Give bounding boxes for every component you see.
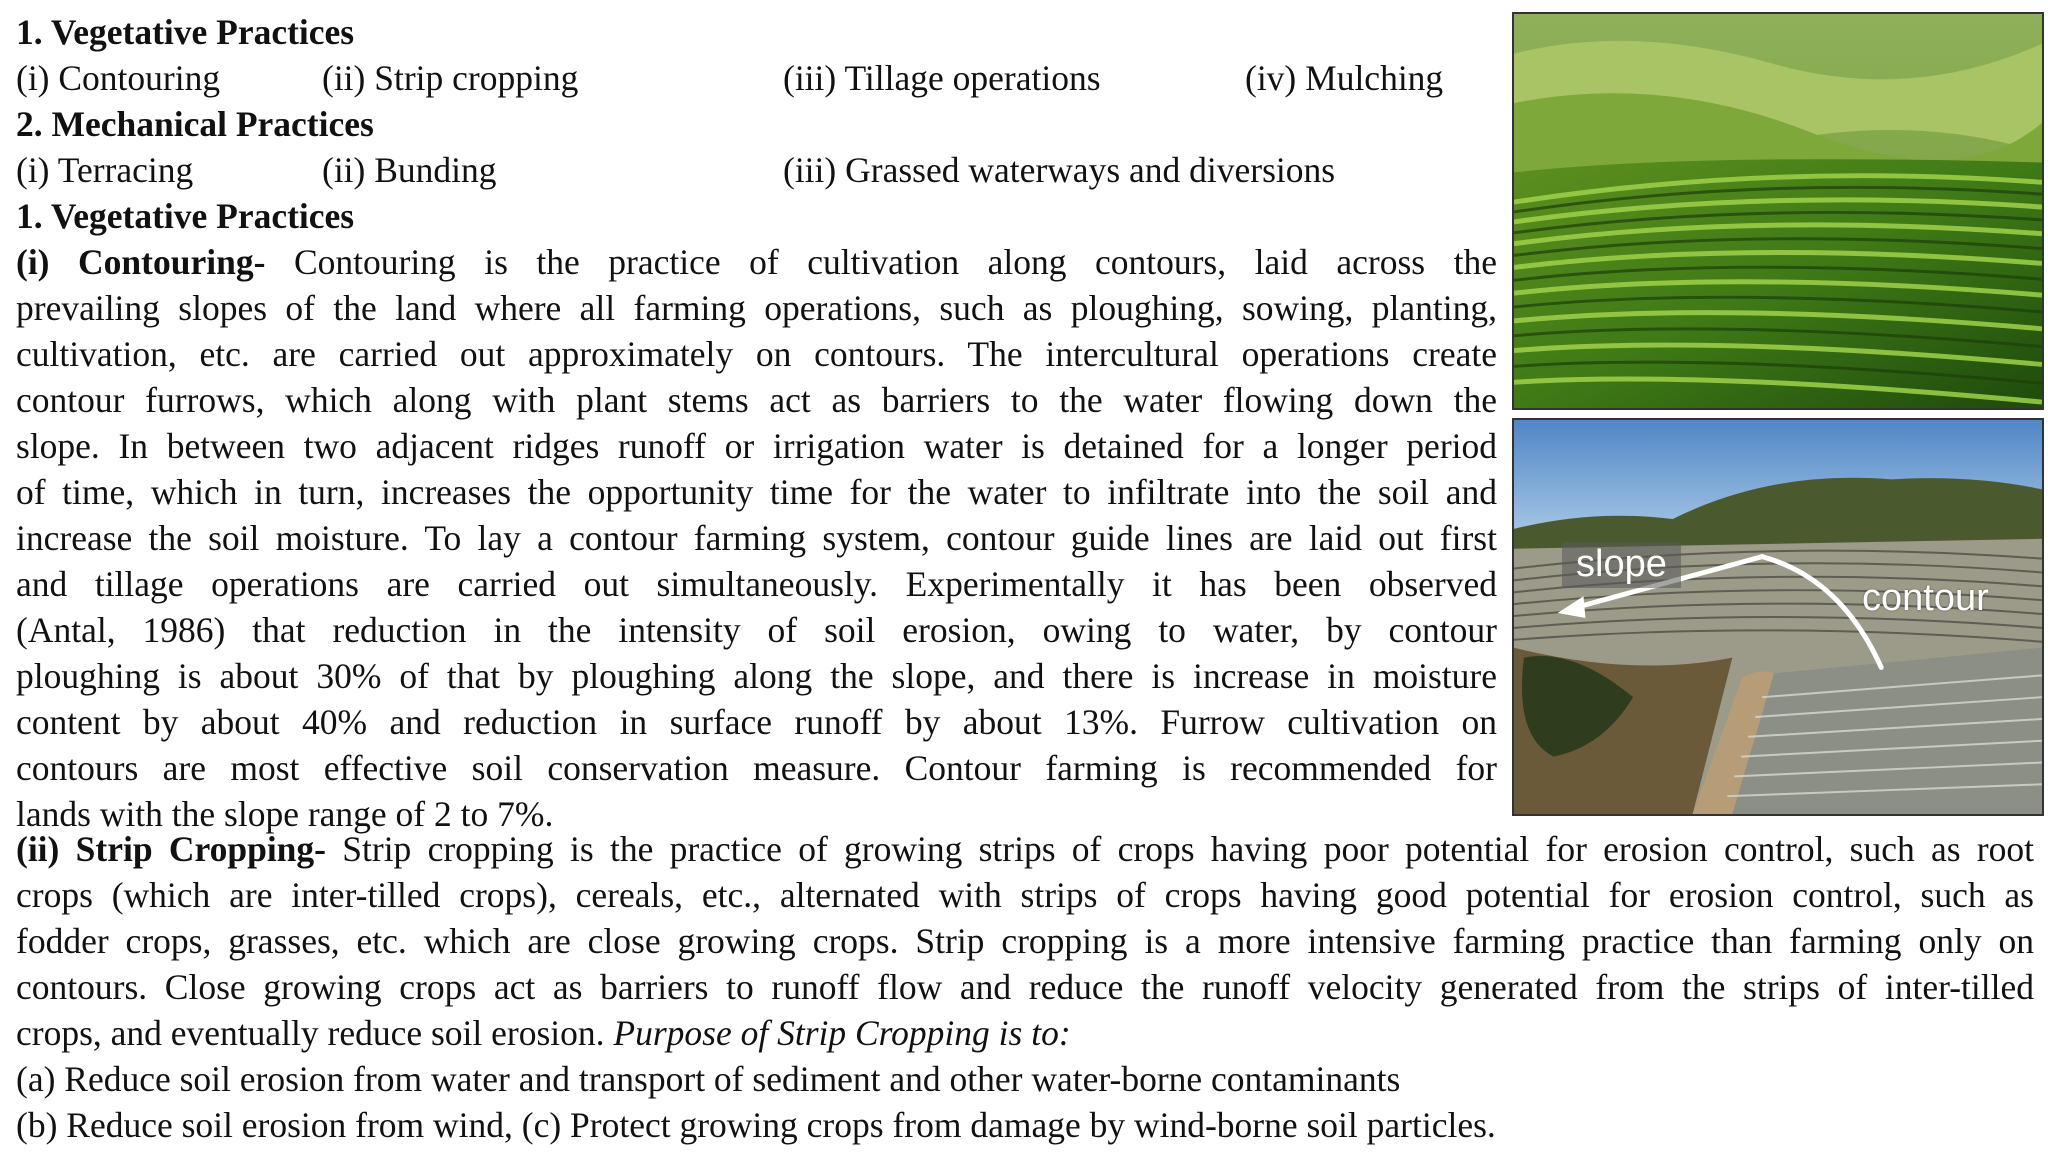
contouring-line: ploughing is about 30% of that by ploughing along the slope, and there is increase in moisture [16, 656, 1497, 696]
mech-item-terracing: (i) Terracing [16, 150, 194, 190]
veg-item-mulching: (iv) Mulching [1245, 58, 1444, 98]
slope-label: slope [1562, 542, 1681, 588]
contouring-line: of time, which in turn, increases the opportunity time for the water to infiltrate into the soil and [16, 472, 1497, 512]
contouring-line: cultivation, etc. are carried out approximately on contours. The intercultural operations create [16, 334, 1497, 374]
strip-point: (b) Reduce soil erosion from wind, (c) Protect growing crops from damage by wind-borne soil particles. [16, 1105, 1496, 1145]
contouring-lead: (i) Contouring- [16, 242, 266, 282]
strip-cropping-lead: (ii) Strip Cropping- [16, 829, 326, 869]
contouring-line: slope. In between two adjacent ridges runoff or irrigation water is detained for a longer period [16, 426, 1497, 466]
strip-line: crops (which are inter-tilled crops), cereals, etc., alternated with strips of crops having good potential for erosion control, such as [16, 875, 2034, 915]
strip-line: fodder crops, grasses, etc. which are close growing crops. Strip cropping is a more intensive farming practice than farming only on [16, 921, 2034, 961]
strip-line: crops, and eventually reduce soil erosion. [16, 1013, 605, 1053]
mech-item-bunding: (ii) Bunding [322, 150, 497, 190]
heading-vegetative-practices: 1. Vegetative Practices [16, 12, 355, 52]
contouring-line: Contouring is the practice of cultivation along contours, laid across the [293, 242, 1498, 282]
contour-slope-photo [1512, 418, 2044, 816]
strip-point: (a) Reduce soil erosion from water and transport of sediment and other water-borne contaminants [16, 1059, 1401, 1099]
mech-item-grassed-waterways: (iii) Grassed waterways and diversions [783, 150, 1336, 190]
contour-label: contour [1862, 577, 1989, 619]
contour-field-illustration [1514, 14, 2042, 408]
contour-field-photo [1512, 12, 2044, 410]
contouring-line: (Antal, 1986) that reduction in the intensity of soil erosion, owing to water, by contour [16, 610, 1497, 650]
contouring-line: lands with the slope range of 2 to 7%. [16, 794, 554, 834]
veg-item-tillage: (iii) Tillage operations [783, 58, 1101, 98]
strip-purpose: Purpose of Strip Cropping is to: [613, 1013, 1071, 1053]
vegetative-items-row [0, 55, 1500, 101]
strip-line: contours. Close growing crops act as barriers to runoff flow and reduce the runoff velocity generated from the strips of inter-tilled [16, 967, 2034, 1007]
veg-item-contouring: (i) Contouring [16, 58, 221, 98]
contouring-line: content by about 40% and reduction in surface runoff by about 13%. Furrow cultivation on [16, 702, 1497, 742]
contouring-line: contours are most effective soil conservation measure. Contour farming is recommended for [16, 748, 1497, 788]
contouring-line: increase the soil moisture. To lay a contour farming system, contour guide lines are laid out first [16, 518, 1497, 558]
contouring-line: prevailing slopes of the land where all farming operations, such as ploughing, sowing, planting, [16, 288, 1497, 328]
veg-item-strip-cropping: (ii) Strip cropping [322, 58, 579, 98]
contouring-line: contour furrows, which along with plant stems act as barriers to the water flowing down the [16, 380, 1497, 420]
contouring-line: and tillage operations are carried out simultaneously. Experimentally it has been observed [16, 564, 1497, 604]
strip-cropping-paragraph [16, 826, 2034, 1148]
heading-mechanical-practices: 2. Mechanical Practices [16, 104, 374, 144]
strip-line: Strip cropping is the practice of growing strips of crops having poor potential for erosion control, such as root [342, 829, 2034, 869]
contouring-paragraph [16, 239, 1497, 837]
heading-vegetative-practices-2: 1. Vegetative Practices [16, 196, 355, 236]
mechanical-items-row [0, 147, 1500, 193]
